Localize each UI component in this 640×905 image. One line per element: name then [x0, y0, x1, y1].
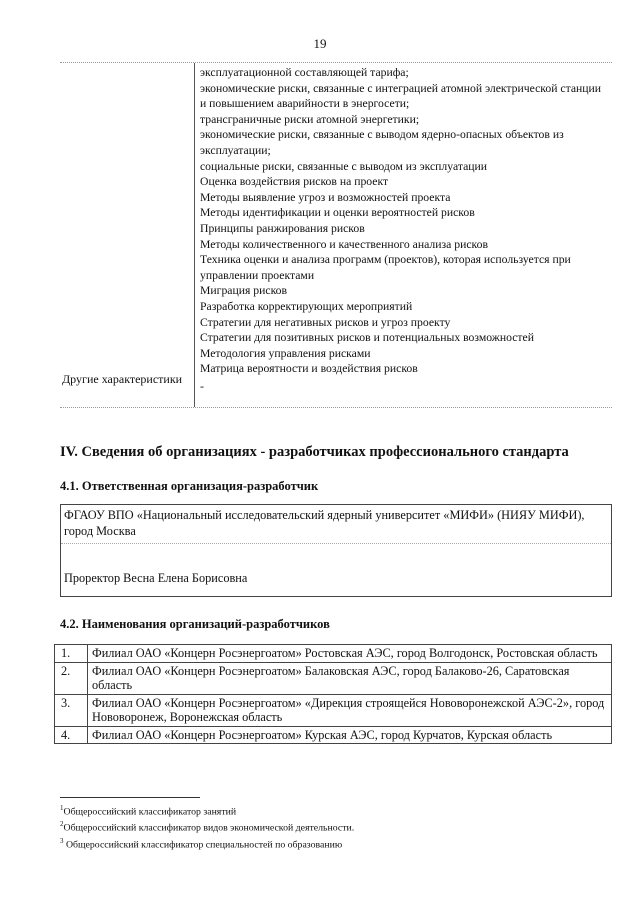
developer-name: Филиал ОАО «Концерн Росэнергоатом» Курская АЭС, город Курчатов, Курская область	[88, 726, 612, 744]
table-row	[55, 726, 612, 744]
characteristic-line: экономические риски, связанные с интеграцией атомной электрической станции и повышением аварийности в энергосети;	[200, 81, 602, 111]
characteristic-line: Принципы ранжирования рисков	[200, 221, 365, 235]
footnotes	[60, 802, 354, 851]
characteristic-line: Методология управления рисками	[200, 346, 371, 360]
row-number: 2.	[55, 662, 88, 694]
other-characteristics-value: -	[200, 379, 204, 393]
characteristic-line: эксплуатационной составляющей тарифа;	[200, 66, 409, 79]
other-characteristics-label: Другие характеристики	[62, 372, 183, 386]
responsible-org-box	[60, 504, 612, 597]
box-divider	[61, 543, 611, 544]
characteristic-line: трансграничные риски атомной энергетики;	[200, 112, 420, 126]
characteristics-table	[60, 62, 612, 408]
row-number: 1.	[55, 645, 88, 663]
responsible-org-name: ФГАОУ ВПО «Национальный исследовательский ядерный университет «МИФИ» (НИЯУ МИФИ), город Москва	[64, 508, 585, 538]
table-row	[55, 662, 612, 694]
characteristic-line: Техника оценки и анализа программ (проектов), которая используется при управлении проектами	[200, 253, 571, 282]
characteristic-line: Методы идентификации и оценки вероятностей рисков	[200, 206, 475, 220]
characteristic-line: Миграция рисков	[200, 284, 288, 298]
developer-name: Филиал ОАО «Концерн Росэнергоатом» Ростовская АЭС, город Волгодонск, Ростовская область	[88, 645, 612, 663]
footnote-rule	[60, 797, 200, 798]
table-row	[55, 645, 612, 663]
characteristic-line: Разработка корректирующих мероприятий	[200, 299, 413, 313]
characteristic-line: Методы количественного и качественного анализа рисков	[200, 237, 488, 251]
representative: Проректор Весна Елена Борисовна	[64, 571, 248, 585]
footnote	[60, 818, 354, 834]
column-divider	[194, 63, 195, 407]
characteristic-line: Стратегии для негативных рисков и угроз проекту	[200, 315, 451, 329]
table-row	[55, 694, 612, 726]
page-number: 19	[313, 36, 327, 51]
footnote-mark: 1	[60, 804, 64, 812]
developer-name: Филиал ОАО «Концерн Росэнергоатом» Балаковская АЭС, город Балаково-26, Саратовская область	[88, 662, 612, 694]
characteristic-line: Методы выявление угроз и возможностей проекта	[200, 190, 451, 204]
footnote	[60, 835, 354, 851]
footnote	[60, 802, 354, 818]
footnote-text: Общероссийский классификатор видов экономической деятельности.	[63, 822, 355, 834]
footnote-mark: 3	[60, 836, 64, 845]
developer-name: Филиал ОАО «Концерн Росэнергоатом» «Дирекция строящейся Нововоронежской АЭС-2», город Нововоронеж, Воронежская область	[88, 694, 612, 726]
characteristics-list	[200, 65, 610, 377]
row-number: 3.	[55, 694, 88, 726]
footnote-text: Общероссийский классификатор специальностей по образованию	[63, 838, 343, 850]
responsible-org-heading: 4.1. Ответственная организация-разработчик	[60, 479, 319, 493]
footnote-text: Общероссийский классификатор занятий	[63, 806, 237, 818]
footnote-mark: 2	[60, 820, 64, 829]
developers-table	[54, 644, 612, 744]
characteristic-line: Оценка воздействия рисков на проект	[200, 175, 389, 189]
row-number: 4.	[55, 726, 88, 744]
characteristic-line: экономические риски, связанные с выводом ядерно-опасных объектов из эксплуатации;	[200, 128, 564, 157]
section-iv-title: IV. Сведения об организациях - разработчиках профессионального стандарта	[60, 444, 569, 460]
characteristic-line: Стратегии для позитивных рисков и потенциальных возможностей	[200, 331, 534, 345]
characteristic-line: социальные риски, связанные с выводом из эксплуатации	[200, 159, 488, 173]
developers-heading: 4.2. Наименования организаций-разработчиков	[60, 617, 330, 631]
characteristic-line: Матрица вероятности и воздействия рисков	[200, 362, 418, 376]
